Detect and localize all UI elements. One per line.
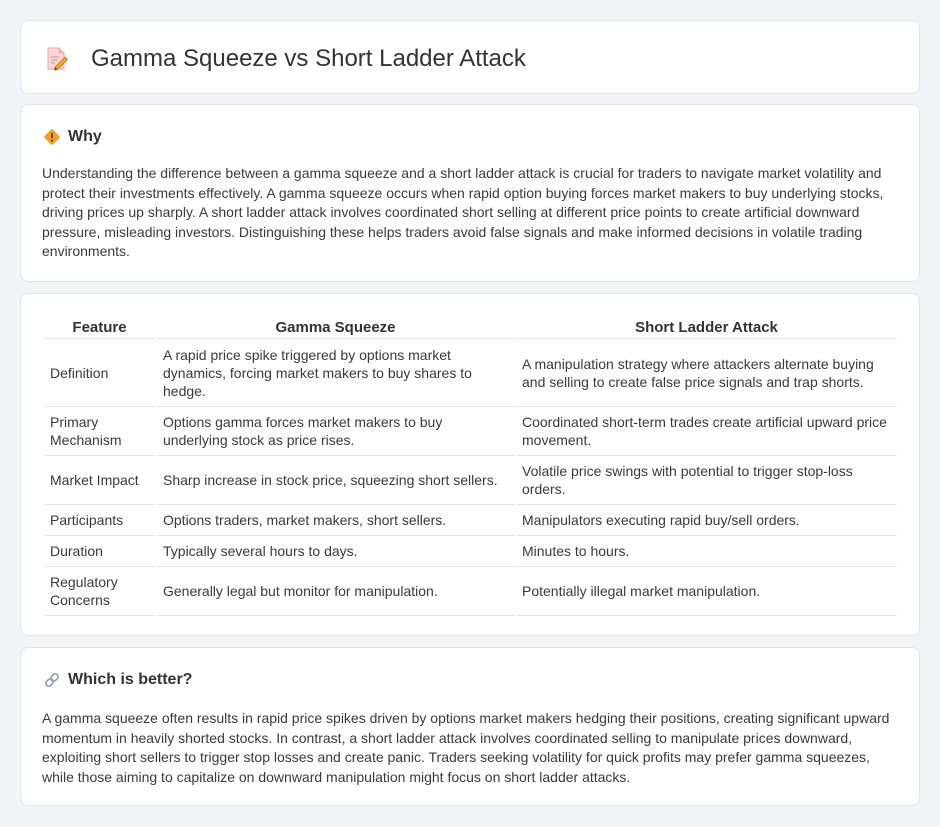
feature-cell: Definition	[44, 339, 155, 407]
short-ladder-attack-cell: Manipulators executing rapid buy/sell orders.	[516, 505, 897, 536]
table-row	[44, 407, 897, 456]
feature-cell: Regulatory Concerns	[44, 567, 155, 616]
gamma-squeeze-cell: Options gamma forces market makers to buy underlying stock as price rises.	[157, 407, 514, 456]
gamma-squeeze-cell: Options traders, market makers, short sellers.	[157, 505, 514, 536]
why-section	[20, 104, 920, 282]
comparison-table	[42, 315, 899, 616]
feature-cell: Participants	[44, 505, 155, 536]
why-title: Why	[68, 128, 102, 145]
why-heading	[43, 127, 102, 147]
column-header-gamma-squeeze: Gamma Squeeze	[157, 315, 514, 339]
table-row	[44, 339, 897, 407]
header-row	[45, 44, 526, 74]
header-card	[20, 20, 920, 94]
why-text: Understanding the difference between a gamma squeeze and a short ladder attack is crucial for traders to navigate market volatility and protect their investments effectively. A gamma squeeze occurs when rapid option buying forces market makers to buy underlying stocks, driving prices up sharply. A short ladder attack involves coordinated short selling at different price points to create artificial downward pressure, misleading investors. Distinguishing these helps traders avoid false signals and make informed decisions in volatile trading environments.	[42, 165, 884, 260]
gamma-squeeze-cell: Generally legal but monitor for manipulation.	[157, 567, 514, 616]
short-ladder-attack-cell: Minutes to hours.	[516, 536, 897, 567]
table-header-row	[44, 315, 897, 339]
gamma-squeeze-cell: Sharp increase in stock price, squeezing short sellers.	[157, 456, 514, 505]
short-ladder-attack-cell: Potentially illegal market manipulation.	[516, 567, 897, 616]
table-row	[44, 505, 897, 536]
warning-diamond-icon	[43, 128, 61, 146]
gamma-squeeze-cell: Typically several hours to days.	[157, 536, 514, 567]
table-row	[44, 536, 897, 567]
document-pencil-icon	[45, 46, 69, 72]
column-header-feature: Feature	[44, 315, 155, 339]
which-is-better-title: Which is better?	[68, 671, 193, 688]
gamma-squeeze-cell: A rapid price spike triggered by options market dynamics, forcing market makers to buy shares to hedge.	[157, 339, 514, 407]
link-icon	[43, 671, 61, 689]
which-is-better-section	[20, 647, 920, 806]
short-ladder-attack-cell: A manipulation strategy where attackers alternate buying and selling to create false price signals and trap shorts.	[516, 339, 897, 407]
which-is-better-heading	[43, 670, 192, 690]
column-header-short-ladder-attack: Short Ladder Attack	[516, 315, 897, 339]
comparison-card	[20, 293, 920, 636]
which-is-better-text: A gamma squeeze often results in rapid price spikes driven by options market makers hedging their positions, creating significant upward momentum in heavily shorted stocks. In contrast, a short ladder attack involves coordinated selling to manipulate prices downward, exploiting short sellers to trigger stop losses and create panic. Traders seeking volatility for quick profits may prefer gamma squeezes, while those aiming to capitalize on downward manipulation might focus on short ladder attacks.	[42, 710, 890, 785]
table-row	[44, 567, 897, 616]
table-row	[44, 456, 897, 505]
feature-cell: Market Impact	[44, 456, 155, 505]
feature-cell: Duration	[44, 536, 155, 567]
short-ladder-attack-cell: Coordinated short-term trades create artificial upward price movement.	[516, 407, 897, 456]
page-title: Gamma Squeeze vs Short Ladder Attack	[91, 45, 526, 72]
feature-cell: Primary Mechanism	[44, 407, 155, 456]
short-ladder-attack-cell: Volatile price swings with potential to trigger stop-loss orders.	[516, 456, 897, 505]
